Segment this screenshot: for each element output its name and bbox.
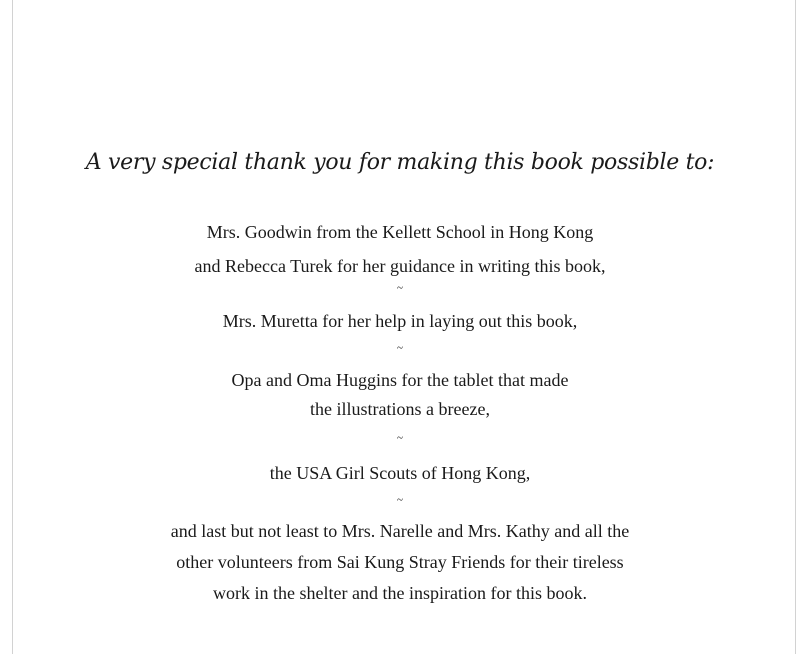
acknowledgement-heading: A very special thank you for making this book possible to: [85,150,715,175]
acknowledgement-line: work in the shelter and the inspiration for this book. [213,583,587,603]
acknowledgement-line: Mrs. Goodwin from the Kellett School in Hong Kong [206,222,594,242]
separator-tilde: ~ [397,342,403,354]
acknowledgement-line: the USA Girl Scouts of Hong Kong, [269,463,531,483]
separator-tilde: ~ [397,494,403,506]
acknowledgement-line: Opa and Oma Huggins for the tablet that made [231,370,569,390]
acknowledgement-line: and last but not least to Mrs. Narelle and Mrs. Kathy and all the [170,521,630,541]
acknowledgement-line: Mrs. Muretta for her help in laying out this book, [222,311,578,331]
separator-tilde: ~ [397,432,403,444]
separator-tilde: ~ [397,282,403,294]
acknowledgement-line: and Rebecca Turek for her guidance in writing this book, [194,256,606,276]
acknowledgement-line: the illustrations a breeze, [310,399,490,419]
acknowledgement-line: other volunteers from Sai Kung Stray Friends for their tireless [176,552,624,572]
